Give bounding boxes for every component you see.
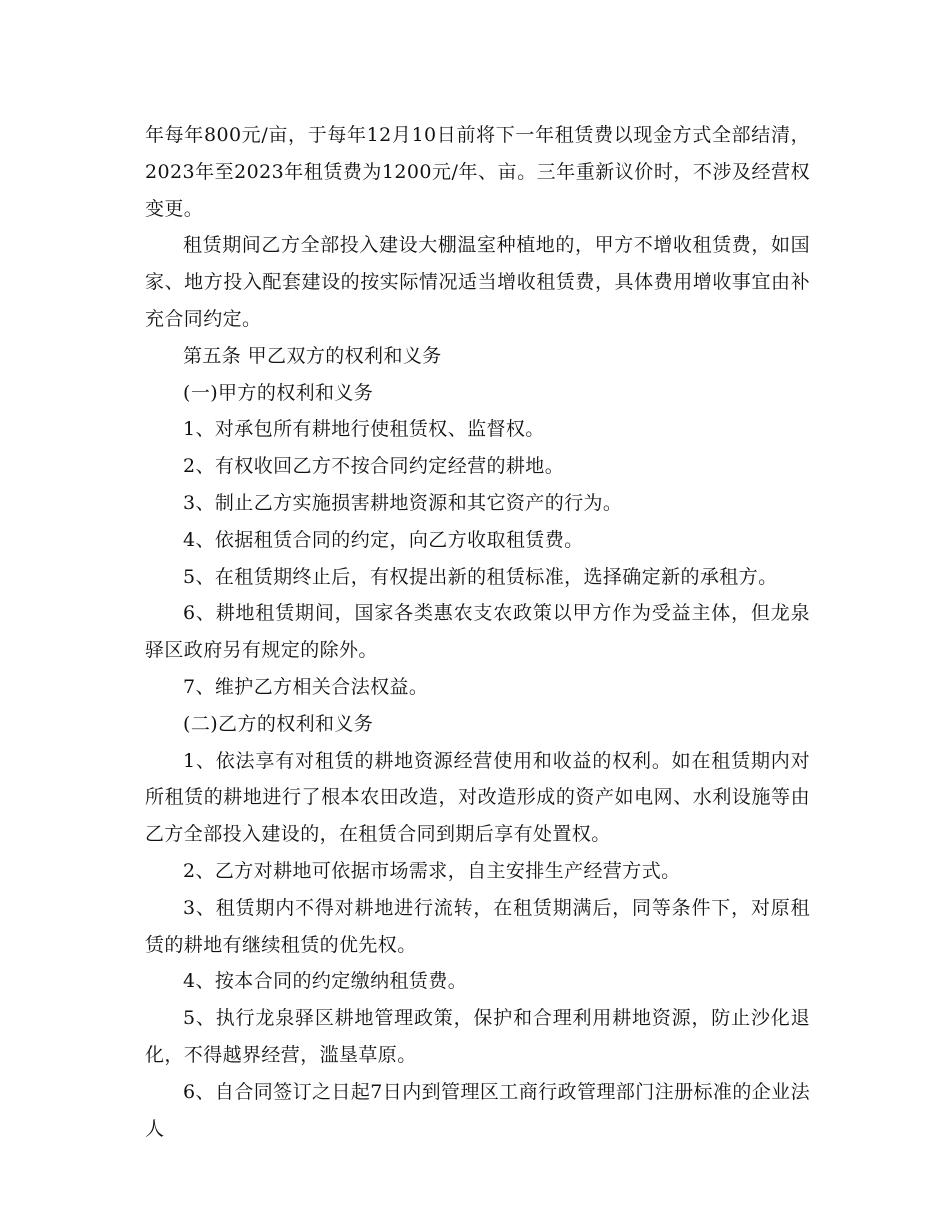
party-a-item-2: 2、有权收回乙方不按合同约定经营的耕地。 [183, 455, 565, 478]
party-a-item-1: 1、对承包所有耕地行使租赁权、监督权。 [183, 418, 545, 441]
party-a-item-4: 4、依据租赁合同的约定，向乙方收取租赁费。 [183, 528, 584, 551]
party-a-item-6: 6、耕地租赁期间，国家各类惠农支农政策以甲方作为受益主体，但龙泉驿区政府另有规定的除外。 [145, 602, 810, 662]
party-b-item-4: 4、按本合同的约定缴纳租赁费。 [183, 970, 468, 993]
article-five-heading: 第五条 甲乙双方的权利和义务 [183, 344, 442, 367]
party-b-item-2: 2、乙方对耕地可依据市场需求，自主安排生产经营方式。 [183, 859, 681, 882]
paragraph-greenhouse-rent: 租赁期间乙方全部投入建设大棚温室种植地的，甲方不增收租赁费，如国家、地方投入配套建设的按实际情况适当增收租赁费，具体费用增收事宜由补充合同约定。 [145, 234, 810, 330]
paragraph-rent-terms: 年每年800元/亩，于每年12月10日前将下一年租赁费以现金方式全部结清，2023年至2023年租赁费为1200元/年、亩。三年重新议价时，不涉及经营权变更。 [145, 124, 810, 220]
party-b-item-1: 1、依法享有对租赁的耕地资源经营使用和收益的权利。如在租赁期内对所租赁的耕地进行了根本农田改造，对改造形成的资产如电网、水利设施等由乙方全部投入建设的，在租赁合同到期后享有处置权。 [145, 749, 810, 846]
party-a-rights-heading: (一)甲方的权利和义务 [183, 381, 374, 404]
party-b-rights-heading: (二)乙方的权利和义务 [183, 712, 374, 735]
document-body [145, 117, 810, 1147]
party-b-item-3: 3、租赁期内不得对耕地进行流转，在租赁期满后，同等条件下，对原租赁的耕地有继续租赁的优先权。 [145, 896, 810, 956]
party-a-item-7: 7、维护乙方相关合法权益。 [183, 675, 429, 698]
party-a-item-5: 5、在租赁期终止后，有权提出新的租赁标准，选择确定新的承租方。 [183, 565, 778, 588]
party-a-item-3: 3、制止乙方实施损害耕地资源和其它资产的行为。 [183, 491, 623, 514]
party-b-item-5: 5、执行龙泉驿区耕地管理政策，保护和合理利用耕地资源，防止沙化退化，不得越界经营，滥垦草原。 [145, 1007, 810, 1066]
party-b-item-6: 6、自合同签订之日起7日内到管理区工商行政管理部门注册标准的企业法人 [145, 1080, 810, 1140]
